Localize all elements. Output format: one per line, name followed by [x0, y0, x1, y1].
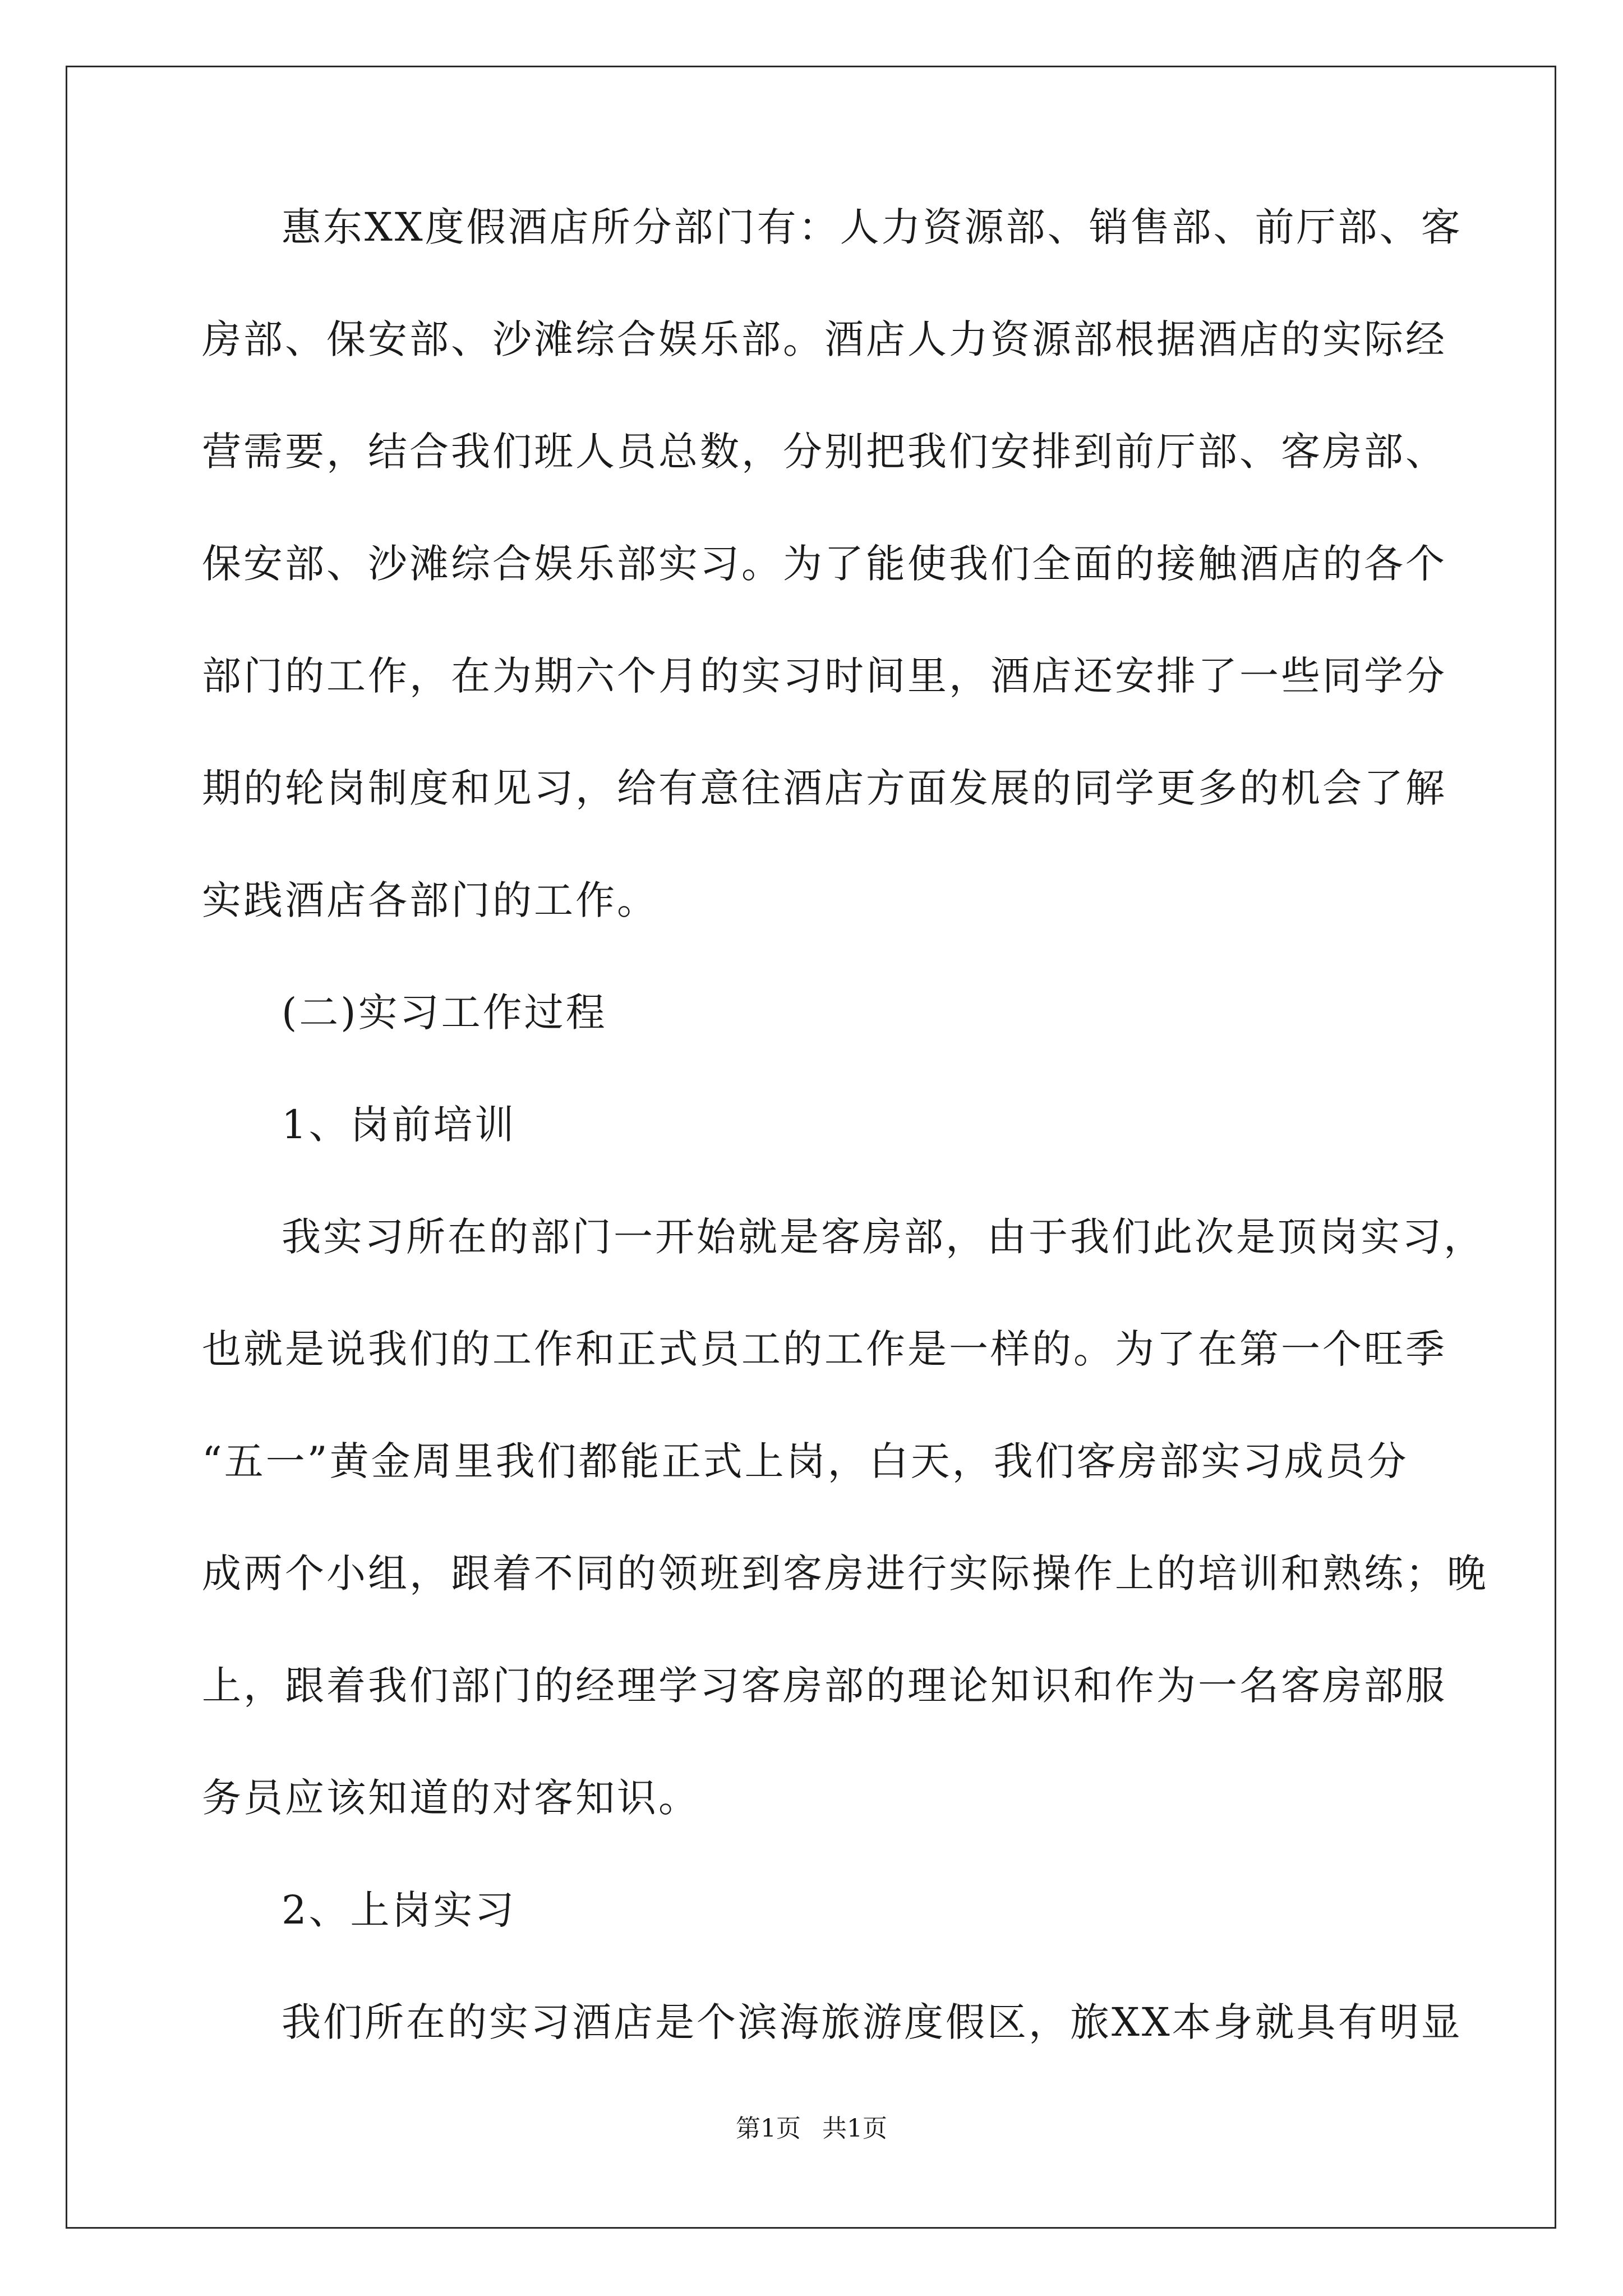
section-heading: (二)实习工作过程 — [282, 990, 607, 1036]
paragraph-line: 我们所在的实习酒店是个滨海旅游度假区，旅XX本身就具有明显 — [282, 1999, 1463, 2045]
paragraph-line: 保安部、沙滩综合娱乐部实习。为了能使我们全面的接触酒店的各个 — [202, 541, 1447, 587]
paragraph-line: 惠东XX度假酒店所分部门有：人力资源部、销售部、前厅部、客 — [282, 204, 1463, 250]
paragraph-line: 成两个小组，跟着不同的领班到客房进行实际操作上的培训和熟练；晚 — [202, 1550, 1488, 1596]
paragraph-line: 实践酒店各部门的工作。 — [202, 877, 658, 923]
paragraph-line: 务员应该知道的对客知识。 — [202, 1775, 700, 1821]
paragraph-line: 部门的工作，在为期六个月的实习时间里，酒店还安排了一些同学分 — [202, 653, 1447, 699]
subsection-heading: 2、上岗实习 — [282, 1887, 517, 1933]
paragraph-line: 期的轮岗制度和见习，给有意往酒店方面发展的同学更多的机会了解 — [202, 765, 1447, 811]
paragraph-line: 上，跟着我们部门的经理学习客房部的理论知识和作为一名客房部服 — [202, 1663, 1447, 1709]
subsection-heading: 1、岗前培训 — [282, 1102, 517, 1148]
page-number-footer: 第1页 共1页 — [736, 2114, 887, 2143]
paragraph-line: 我实习所在的部门一开始就是客房部，由于我们此次是顶岗实习， — [282, 1214, 1485, 1260]
paragraph-line: 也就是说我们的工作和正式员工的工作是一样的。为了在第一个旺季 — [202, 1326, 1447, 1372]
paragraph-line: 房部、保安部、沙滩综合娱乐部。酒店人力资源部根据酒店的实际经 — [202, 316, 1447, 362]
paragraph-line: 营需要，结合我们班人员总数，分别把我们安排到前厅部、客房部、 — [202, 429, 1447, 475]
paragraph-line: “五一”黄金周里我们都能正式上岗，白天，我们客房部实习成员分 — [202, 1438, 1409, 1484]
